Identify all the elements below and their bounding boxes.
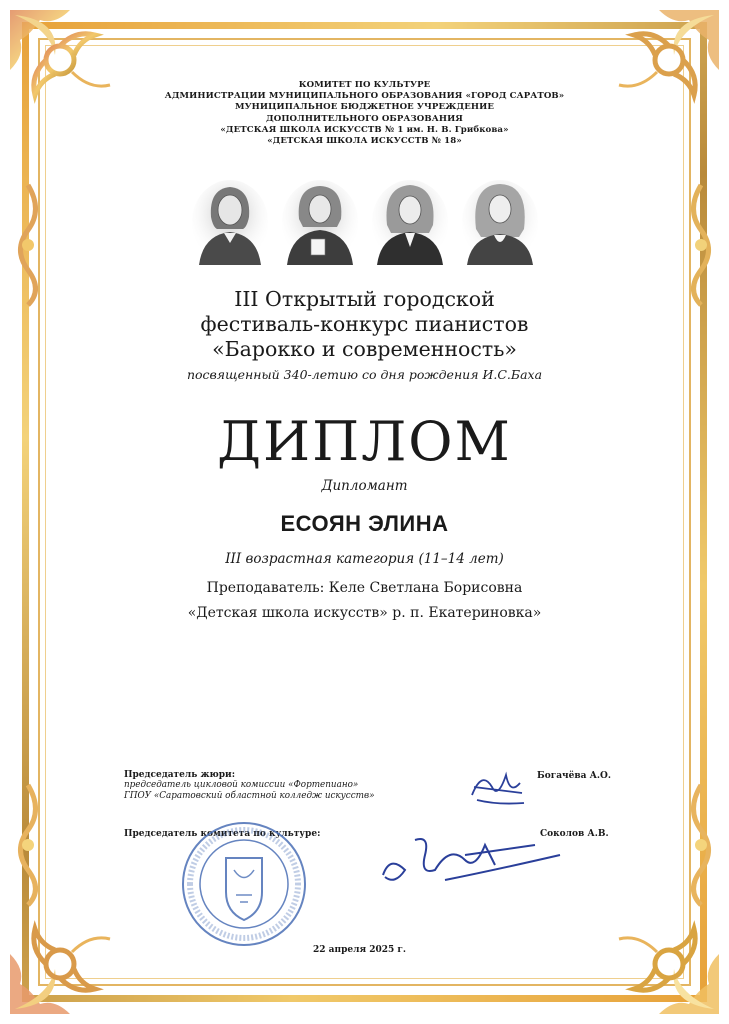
jury-chair-name: Богачёва А.О.	[537, 771, 612, 781]
committee-chair-name: Соколов А.В.	[540, 829, 609, 839]
festival-line: фестиваль-конкурс пианистов	[200, 312, 529, 337]
recipient-name: ЕСОЯН ЭЛИНА	[280, 511, 449, 537]
festival-title	[60, 287, 669, 362]
jury-chair-title: Председатель жюри:	[124, 770, 236, 780]
composer-portrait-2	[281, 177, 359, 265]
festival-dedication: посвященный 340-летию со дня рождения И.С.Баха	[186, 367, 543, 383]
side-ornament-icon	[681, 780, 721, 910]
official-stamp-icon	[180, 820, 308, 948]
diploma-content	[60, 80, 669, 621]
issue-date: 22 апреля 2025 г.	[313, 945, 407, 955]
composer-portrait-4	[461, 177, 539, 265]
composer-portrait-3	[371, 177, 449, 265]
festival-line: «Барокко и современность»	[212, 337, 517, 362]
committee-signature-icon	[375, 825, 565, 895]
diploma-title: ДИПЛОМ	[217, 410, 512, 474]
corner-ornament-icon	[609, 904, 729, 1024]
committee-chair-title: Председатель комитета по культуре:	[124, 829, 321, 839]
header-line: АДМИНИСТРАЦИИ МУНИЦИПАЛЬНОГО ОБРАЗОВАНИЯ «ГОРОД САРАТОВ»	[164, 91, 565, 102]
jury-chair-block	[124, 770, 374, 802]
organizer-header	[60, 80, 669, 147]
header-line: ДОПОЛНИТЕЛЬНОГО ОБРАЗОВАНИЯ	[266, 113, 463, 124]
jury-chair-desc: председатель цикловой комиссии «Фортепиано»	[124, 780, 359, 790]
header-line: «ДЕТСКАЯ ШКОЛА ИСКУССТВ № 1 им. Н. В. Грибкова»	[220, 124, 509, 135]
header-line: «ДЕТСКАЯ ШКОЛА ИСКУССТВ № 18»	[267, 136, 462, 147]
header-line: КОМИТЕТ ПО КУЛЬТУРЕ	[298, 80, 431, 90]
composer-portrait-1	[191, 177, 269, 265]
age-category: III возрастная категория (11–14 лет)	[225, 551, 504, 568]
award-level: Дипломант	[321, 478, 408, 495]
composer-portraits	[60, 177, 669, 265]
side-ornament-icon	[8, 780, 48, 910]
corner-ornament-icon	[0, 904, 120, 1024]
jury-signature-icon	[462, 765, 532, 811]
teacher-line: Преподаватель: Келе Светлана Борисовна	[206, 580, 523, 597]
side-ornament-icon	[681, 180, 721, 310]
school-line: «Детская школа искусств» р. п. Екатериновка»	[187, 605, 542, 622]
festival-line: III Открытый городской	[234, 287, 495, 312]
header-line: МУНИЦИПАЛЬНОЕ БЮДЖЕТНОЕ УЧРЕЖДЕНИЕ	[234, 102, 494, 113]
side-ornament-icon	[8, 180, 48, 310]
jury-chair-desc: ГПОУ «Саратовский областной колледж искусств»	[124, 791, 375, 801]
